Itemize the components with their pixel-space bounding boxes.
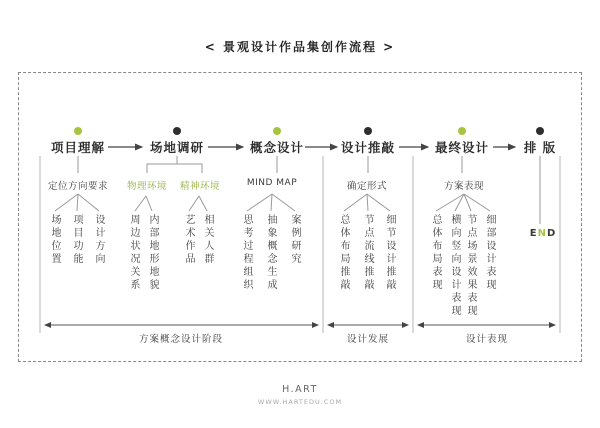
phase-label-design-presentation: 设计表现 xyxy=(465,334,508,345)
end-letter-n: N xyxy=(537,228,547,239)
end-marker xyxy=(513,228,573,239)
flow-column-design-direction: 设计方向 xyxy=(93,214,104,266)
flow-column-abstract-concept: 抽象概念生成 xyxy=(265,214,276,292)
stage-dot xyxy=(74,127,82,135)
flow-column-site-location: 场地位置 xyxy=(49,214,60,266)
fan-line xyxy=(55,194,99,211)
flow-column-node-circulation: 节点流线推敲 xyxy=(362,214,373,292)
phase-label-design-development: 设计发展 xyxy=(346,334,389,345)
end-letter-d: D xyxy=(546,228,557,239)
flow-column-art-works: 艺术作品 xyxy=(183,214,194,266)
flow-column-section-elevation: 横向竖向设计表现 xyxy=(449,214,460,318)
stage-dot xyxy=(458,127,466,135)
flow-column-detail-design-present: 细部设计表现 xyxy=(484,214,495,292)
stage-label-project-understanding: 项目理解 xyxy=(50,140,105,155)
stage-dot xyxy=(536,127,544,135)
sublabel-mind-map: MIND MAP xyxy=(246,178,298,188)
stage-label-final-design: 最终设计 xyxy=(434,140,489,155)
flow-column-overall-layout-present: 总体布局表现 xyxy=(430,214,441,292)
stage-label-design-refinement: 设计推敲 xyxy=(340,140,395,155)
stage-dot xyxy=(173,127,181,135)
sublabel-determine-form: 确定形式 xyxy=(346,181,387,192)
flow-column-project-function: 项目功能 xyxy=(71,214,82,266)
fan-line xyxy=(189,196,207,211)
sublabel-spiritual-environment: 精神环境 xyxy=(179,181,220,192)
end-letter-e: E xyxy=(529,228,538,239)
footer-website: WWW.HARTEDU.COM xyxy=(257,398,343,406)
footer-brand: H.ART xyxy=(282,384,318,395)
flow-column-related-people: 相关人群 xyxy=(202,214,213,266)
fan-line xyxy=(344,194,390,211)
fan-line xyxy=(135,196,152,211)
phase-label-concept-design-stage: 方案概念设计阶段 xyxy=(138,334,223,345)
flow-column-case-study: 案例研究 xyxy=(289,214,300,266)
sublabel-scheme-presentation: 方案表现 xyxy=(443,181,484,192)
stage-label-concept-design: 概念设计 xyxy=(249,140,304,155)
stage-label-layout: 排 版 xyxy=(523,140,557,155)
stage-dot xyxy=(364,127,372,135)
sublabel-positioning-requirements: 定位方向要求 xyxy=(47,181,108,192)
fan-line xyxy=(436,194,490,211)
flow-column-thinking-process: 思考过程组织 xyxy=(241,214,252,292)
flow-column-node-scene-effect: 节点场景效果表现 xyxy=(465,214,476,318)
stage-label-site-research: 场地调研 xyxy=(149,140,204,155)
page-title: < 景观设计作品集创作流程 > xyxy=(204,40,396,54)
flow-column-overall-layout-refine: 总体布局推敲 xyxy=(338,214,349,292)
sublabel-physical-environment: 物理环境 xyxy=(126,181,167,192)
flow-column-internal-terrain: 内部地形地貌 xyxy=(147,214,158,292)
bracket-connector xyxy=(147,164,202,173)
flow-column-surrounding-conditions: 周边状况关系 xyxy=(128,214,139,292)
stage-dot xyxy=(273,127,281,135)
fan-line xyxy=(247,194,295,211)
flow-column-detail-design-refine: 细节设计推敲 xyxy=(384,214,395,292)
